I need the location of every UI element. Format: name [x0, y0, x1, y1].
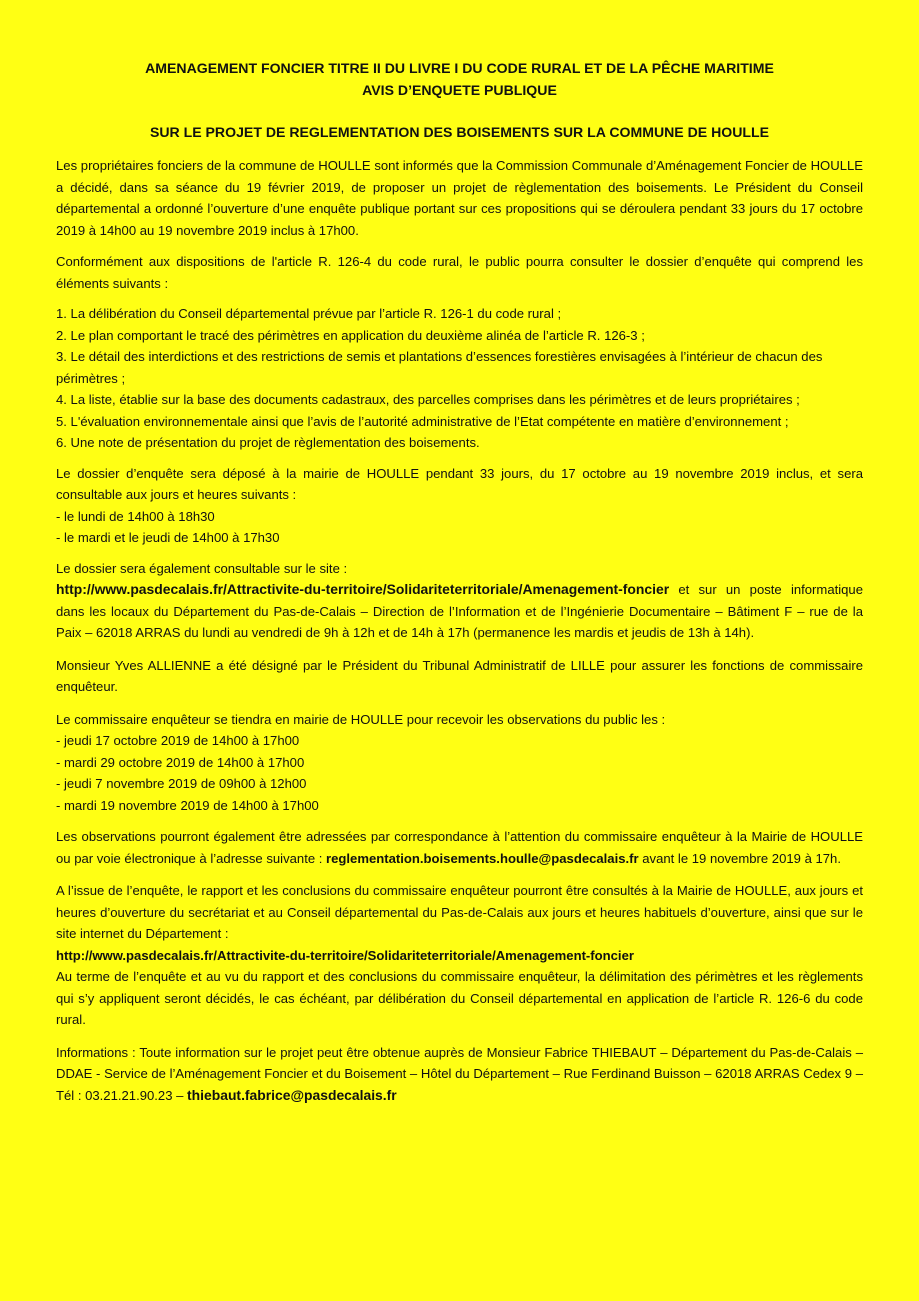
intro-paragraph: Les propriétaires fonciers de la commune de HOULLE sont informés que la Commission Communale d’Aménagement Foncier de HOULLE a décidé, dans sa séance du 19 février 2019, de proposer un projet de règlementation des boisements. Le Président du Conseil départemental a ordonné l’ouverture d’une enquête publique portant sur ces propositions qui se déroulera pendant 33 jours du 17 octobre 2019 à 14h00 au 19 novembre 2019 inclus à 17h00.	[56, 158, 863, 238]
notice-title	[56, 57, 863, 101]
info-email-link[interactable]: thiebaut.fabrice@pasdecalais.fr	[187, 1086, 397, 1103]
observations-text: Les observations pourront également être adressées par correspondance à l’attention du commissaire enquêteur à la Mairie de HOULLE ou par voie électronique à l’adresse suivante :	[56, 829, 863, 866]
dossier-intro: Conformément aux dispositions de l'article R. 126-4 du code rural, le public pourra consulter le dossier d’enquête qui comprend les éléments suivants :	[56, 254, 863, 291]
observations-email-link[interactable]: reglementation.boisements.houlle@pasdecalais.fr	[326, 850, 639, 866]
site-section	[56, 558, 863, 644]
dossier-item-3: 3. Le détail des interdictions et des restrictions de semis et plantations d’essences forestières envisagées à l’intérieur de chacun des périmètres ;	[56, 349, 823, 386]
dossier-item-2: 2. Le plan comportant le tracé des périmètres en application du deuxième alinéa de l’article R. 126-3 ;	[56, 327, 645, 343]
permanence-date-4: - mardi 19 novembre 2019 de 14h00 à 17h00	[56, 797, 319, 813]
title-line-1: AMENAGEMENT FONCIER TITRE II DU LIVRE I DU CODE RURAL ET DE LA PÊCHE MARITIME	[145, 60, 774, 76]
commissioner-paragraph: Monsieur Yves ALLIENNE a été désigné par le Président du Tribunal Administratif de LILLE pour assurer les fonctions de commissaire enquêteur.	[56, 657, 863, 694]
site-intro: Le dossier sera également consultable sur le site :	[56, 560, 348, 576]
conclusion-section	[56, 880, 863, 1031]
conclusion-url-link[interactable]: http://www.pasdecalais.fr/Attractivite-du-territoire/Solidariteterritoriale/Amenagement-foncier	[56, 947, 634, 963]
deposit-text: Le dossier d’enquête sera déposé à la mairie de HOULLE pendant 33 jours, du 17 octobre au 19 novembre 2019 inclus, et sera consultable aux jours et heures suivants :	[56, 465, 863, 502]
conclusion-text: A l’issue de l’enquête, le rapport et les conclusions du commissaire enquêteur pourront être consultés à la Mairie de HOULLE, aux jours et heures d’ouverture du secrétariat et au Conseil départemental du Pas-de-Calais aux jours et heures habituels d’ouverture, ainsi que sur le site internet du Département :	[56, 883, 863, 941]
dossier-item-1: 1. La délibération du Conseil départemental prévue par l’article R. 126-1 du code rural ;	[56, 306, 562, 321]
site-rest: et sur un poste informatique dans les locaux du Département du Pas-de-Calais – Direction de l’Information et de l’Ingénierie Documentaire – Bâtiment F – rue de la Paix – 62018 ARRAS du lundi au vendredi de 9h à 12h et de 14h à 17h (permanence les mardis et jeudis de 13h à 14h).	[56, 582, 863, 640]
permanences-intro: Le commissaire enquêteur se tiendra en mairie de HOULLE pour recevoir les observations du public les :	[56, 711, 666, 727]
info-paragraph	[56, 1042, 863, 1107]
dossier-list	[56, 303, 863, 454]
title-line-2: AVIS D’ENQUETE PUBLIQUE	[362, 82, 557, 98]
dossier-item-5: 5. L'évaluation environnementale ainsi que l’avis de l’autorité administrative de l’Etat compétente en matière d’environnement ;	[56, 413, 789, 429]
info-text: Informations : Toute information sur le projet peut être obtenue auprès de Monsieur Fabrice THIEBAUT – Département du Pas-de-Calais – DDAE - Service de l’Aménagement Foncier et du Boisement – Hôtel du Département – Rue Ferdinand Buisson – 62018 ARRAS Cedex 9 – Tél : 03.21.21.90.23 –	[56, 1044, 863, 1103]
dossier-item-4: 4. La liste, établie sur la base des documents cadastraux, des parcelles comprises dans les périmètres et de leurs propriétaires ;	[56, 392, 800, 407]
observations-after: avant le 19 novembre 2019 à 17h.	[638, 850, 841, 866]
permanence-date-2: - mardi 29 octobre 2019 de 14h00 à 17h00	[56, 754, 305, 770]
observations-paragraph	[56, 826, 863, 869]
site-paragraph	[56, 579, 863, 644]
conclusion-after: Au terme de l’enquête et au vu du rapport et des conclusions du commissaire enquêteur, la délimitation des périmètres et les règlements qui s’y appliquent seront décidés, le cas échéant, par délibération du Conseil départemental en application de l’article R. 126-6 du code rural.	[56, 969, 863, 1027]
permanences-section	[56, 709, 863, 817]
permanence-date-3: - jeudi 7 novembre 2019 de 09h00 à 12h00	[56, 776, 307, 791]
notice-subtitle: SUR LE PROJET DE REGLEMENTATION DES BOISEMENTS SUR LA COMMUNE DE HOULLE	[149, 124, 770, 140]
permanence-date-1: - jeudi 17 octobre 2019 de 14h00 à 17h00	[56, 733, 300, 748]
deposit-hours-2: - le mardi et le jeudi de 14h00 à 17h30	[56, 530, 280, 545]
dossier-item-6: 6. Une note de présentation du projet de règlementation des boisements.	[56, 435, 480, 450]
deposit-section	[56, 463, 863, 549]
site-url-link[interactable]: http://www.pasdecalais.fr/Attractivite-du-territoire/Solidariteterritoriale/Amenagement-foncier	[56, 581, 670, 597]
deposit-hours-1: - le lundi de 14h00 à 18h30	[56, 508, 215, 524]
